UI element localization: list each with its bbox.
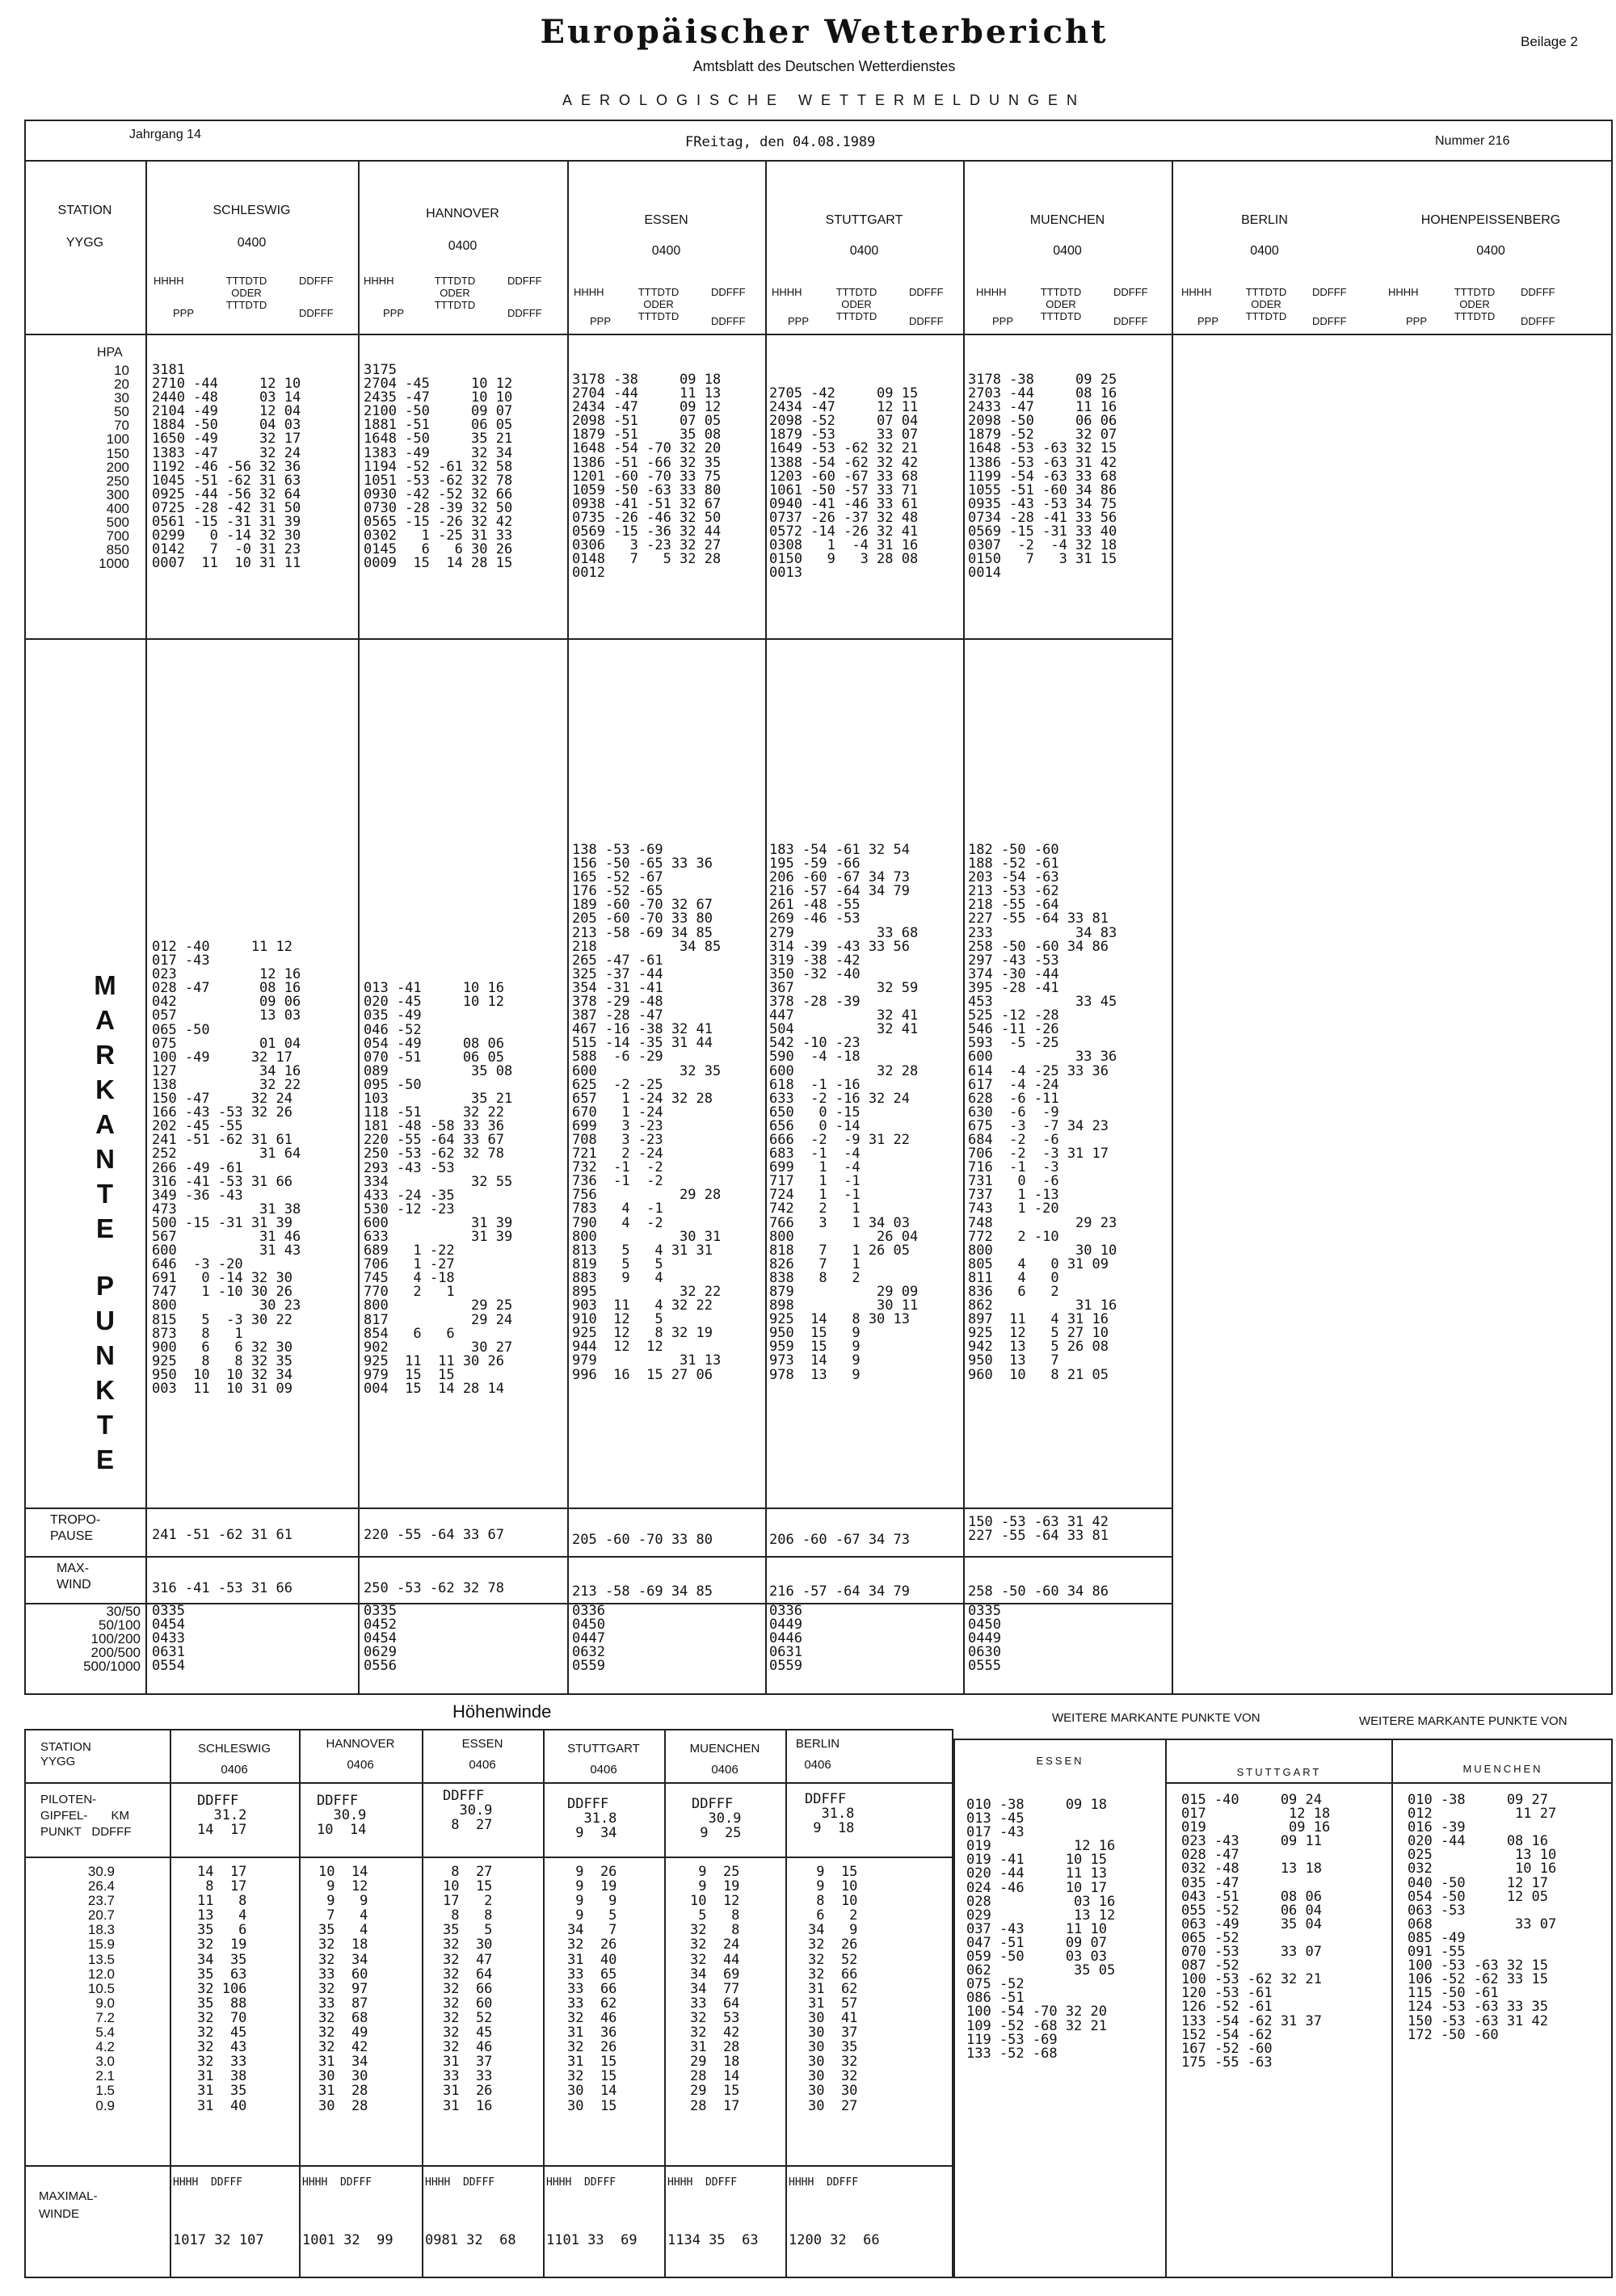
subhead-ddfff: DDFFF <box>1113 286 1148 298</box>
hw-winds-berlin: 9 15 9 10 8 10 6 2 34 9 32 26 32 52 32 66 31 62 31 57 30 41 30 37 30 35 30 32 30 32 30 30 30 27 <box>808 1864 858 2114</box>
max-head: HHHH DDFFF <box>173 2176 243 2189</box>
max-head: HHHH DDFFF <box>789 2176 859 2189</box>
station-time-hohenpeissenberg: 0400 <box>1476 244 1505 258</box>
weitere-stuttgart: 015 -40 09 24 017 12 18 019 09 16 023 -43 09 11 028 -47 032 -48 13 18 035 -47 043 -51 08 06 055 -52 06 04 063 -49 35 04 065 -52 070 -53 33 07 087 -52 100 -53 -62 32 21 120 -53 -61 126 -52 -61 133 -54 -62 31 37 152 -54 -62 167 -52 -60 175 -55 -63 <box>1181 1792 1331 2071</box>
tropo-essen: 205 -60 -70 33 80 <box>572 1532 713 1548</box>
maximalwinde-label: MAXIMAL- WINDE <box>39 2189 98 2221</box>
subhead-ddfff: DDFFF <box>1521 315 1555 327</box>
issue-number: Nummer 216 <box>1435 134 1510 148</box>
hw-time-essen: 0406 <box>469 1758 496 1772</box>
layers-stuttgart: 0336 0449 0446 0631 0559 <box>769 1603 802 1675</box>
subhead-hhhh: HHHH <box>1181 286 1212 298</box>
levels-schleswig: 3181 2710 -44 12 10 2440 -48 03 14 2104 -49 12 04 1884 -50 04 03 1650 -49 32 17 1383 -47 32 24 1192 -46 -56 32 36 1045 -51 -62 31 63 0925 -44 -56 32 64 0725 -28 -42 31 50 0561 -15 -31 31 39 0299 0 -14 32 30 0142 7 -0 31 23 0007 11 10 31 11 <box>152 362 301 572</box>
hw-station-muenchen: MUENCHEN <box>689 1742 760 1756</box>
max-hannover: 1001 32 99 <box>302 2232 393 2248</box>
subhead-hhhh: HHHH <box>364 275 394 287</box>
subhead-hhhh: HHHH <box>976 286 1007 298</box>
hw-time-muenchen: 0406 <box>711 1763 739 1777</box>
tropo-stuttgart: 206 -60 -67 34 73 <box>769 1532 910 1548</box>
station-name-stuttgart: STUTTGART <box>825 213 903 227</box>
station-label: STATION <box>57 204 112 217</box>
maxwind-muenchen: 258 -50 -60 34 86 <box>968 1583 1109 1600</box>
station-name-berlin: BERLIN <box>1241 213 1288 227</box>
station-name-essen: ESSEN <box>644 213 688 227</box>
hw-winds-schleswig: 14 17 8 17 11 8 13 4 35 6 32 19 34 35 35 63 32 106 35 88 32 70 32 45 32 43 32 33 31 38 31 35 31 40 <box>197 1864 247 2114</box>
station-time-hannover: 0400 <box>448 239 478 253</box>
max-schleswig: 1017 32 107 <box>173 2232 264 2248</box>
section-title: AEROLOGISCHE WETTERMELDUNGEN <box>562 92 1087 108</box>
subhead-ttt: TTTDTD ODER TTTDTD <box>1040 286 1082 322</box>
station-time-stuttgart: 0400 <box>849 244 879 258</box>
weitere-title-2: WEITERE MARKANTE PUNKTE VON <box>1359 1714 1568 1728</box>
issue-date: FReitag, den 04.08.1989 <box>685 134 876 150</box>
hw-winds-hannover: 10 14 9 12 9 9 7 4 35 4 32 18 32 34 33 60 32 97 33 87 32 68 32 49 32 42 31 34 30 30 31 28 30 28 <box>318 1864 368 2114</box>
hw-winds-essen: 8 27 10 15 17 2 8 8 35 5 32 30 32 47 32 64 32 66 32 60 32 52 32 45 32 46 31 37 33 33 31 26 31 16 <box>443 1864 493 2114</box>
subhead-ppp: PPP <box>1197 315 1219 327</box>
maxwind-hannover: 250 -53 -62 32 78 <box>364 1580 504 1596</box>
max-essen: 0981 32 68 <box>425 2232 516 2248</box>
subhead-ddfff: DDFFF <box>507 275 542 287</box>
hpa-levels: 10 20 30 50 70 100 150 200 250 300 400 500 700 850 1000 <box>99 363 129 572</box>
subhead-ppp: PPP <box>1406 315 1428 327</box>
subhead-ddfff: DDFFF <box>711 315 746 327</box>
subhead-ddfff: DDFFF <box>711 286 746 298</box>
tropopause-label: TROPO- PAUSE <box>50 1513 101 1543</box>
weitere-essen: 010 -38 09 18 013 -45 017 -43 019 12 16 019 -41 10 15 020 -44 11 13 024 -46 10 17 028 03 16 029 13 12 037 -43 11 10 047 -51 09 07 059 -50 03 03 062 35 05 075 -52 086 -51 100 -54 -70 32 20 109 -52 -68 32 21 119 -53 -69 133 -52 -68 <box>966 1797 1116 2062</box>
weitere-muenchen-title: MUENCHEN <box>1462 1763 1543 1775</box>
hw-station-label: STATION <box>40 1740 91 1754</box>
max-muenchen: 1134 35 63 <box>667 2232 759 2248</box>
gipfel-muenchen: DDFFF 30.9 9 25 <box>692 1796 742 1842</box>
subhead-hhhh: HHHH <box>154 275 184 287</box>
gipfel-hannover: DDFFF 30.9 10 14 <box>317 1793 367 1839</box>
beilage-label: Beilage 2 <box>1521 34 1578 49</box>
levels-hannover: 3175 2704 -45 10 12 2435 -47 10 10 2100 -50 09 07 1881 -51 06 05 1648 -50 35 21 1383 -49 32 34 1194 -52 -61 32 58 1051 -53 -62 32 78 0930 -42 -52 32 66 0730 -28 -39 32 50 0565 -15 -26 32 42 0302 1 -25 31 33 0145 6 6 30 26 0009 15 14 28 15 <box>364 362 513 572</box>
station-name-hannover: HANNOVER <box>426 207 499 221</box>
subhead-ppp: PPP <box>590 315 612 327</box>
markante-essen: 138 -53 -69 156 -50 -65 33 36 165 -52 -67 176 -52 -65 189 -60 -70 32 67 205 -60 -70 33 80 213 -58 -69 34 85 218 34 85 265 -47 -61 325 -37 -44 354 -31 -41 378 -29 -48 387 -28 -47 467 -16 -38 32 41 515 -14 -35 31 44 588 -6 -29 600 32 35 625 -2 -25 657 1 -24 32 28 670 1 -24 699 3 -23 708 3 -23 721 2 -24 732 -1 -2 736 -1 -2 756 29 28 783 4 -1 790 4 -2 800 30 31 813 5 4 31 31 819 5 5 883 9 4 895 32 22 903 11 4 32 22 910 12 5 925 12 8 32 19 944 12 12 979 31 13 996 16 15 27 06 <box>572 842 722 1383</box>
jahrgang: Jahrgang 14 <box>129 128 201 141</box>
tropo-muenchen: 150 -53 -63 31 42 227 -55 -64 33 81 <box>968 1514 1109 1545</box>
subhead-ttt: TTTDTD ODER TTTDTD <box>225 275 267 311</box>
hw-time-schleswig: 0406 <box>221 1763 248 1777</box>
station-time-essen: 0400 <box>651 244 681 258</box>
markante-muenchen: 182 -50 -60 188 -52 -61 203 -54 -63 213 -53 -62 218 -55 -64 227 -55 -64 33 81 233 34 83 258 -50 -60 34 86 297 -43 -53 374 -30 -44 395 -28 -41 453 33 45 525 -12 -28 546 -11 -26 593 -5 -25 600 33 36 614 -4 -25 33 36 617 -4 -24 628 -6 -11 630 -6 -9 675 -3 -7 34 23 684 -2 -6 706 -2 -3 31 17 716 -1 -3 731 0 -6 737 1 -13 743 1 -20 748 29 23 772 2 -10 800 30 10 805 4 0 31 09 811 4 0 836 6 2 862 31 16 897 11 4 31 16 925 12 5 27 10 942 13 5 26 08 950 13 7 960 10 8 21 05 <box>968 842 1117 1383</box>
max-berlin: 1200 32 66 <box>789 2232 880 2248</box>
hw-time-berlin: 0406 <box>804 1758 831 1772</box>
subhead-ddfff: DDFFF <box>909 315 944 327</box>
subhead-ddfff: DDFFF <box>299 275 334 287</box>
piloten-label: PILOTEN- GIPFEL- KM PUNKT DDFFF <box>40 1793 132 1839</box>
hw-yygg-label: YYGG <box>40 1755 76 1768</box>
subhead-ddfff: DDFFF <box>1312 315 1347 327</box>
markante-stuttgart: 183 -54 -61 32 54 195 -59 -66 206 -60 -67 34 73 216 -57 -64 34 79 261 -48 -55 269 -46 -53 279 33 68 314 -39 -43 33 56 319 -38 -42 350 -32 -40 367 32 59 378 -28 -39 447 32 41 504 32 41 542 -10 -23 590 -4 -18 600 32 28 618 -1 -16 633 -2 -16 32 24 650 0 -15 656 0 -14 666 -2 -9 31 22 683 -1 -4 699 1 -4 717 1 -1 724 1 -1 742 2 1 766 3 1 34 03 800 26 04 818 7 1 26 05 826 7 1 838 8 2 879 29 09 898 30 11 925 14 8 30 13 950 15 9 959 15 9 973 14 9 978 13 9 <box>769 842 919 1383</box>
station-time-berlin: 0400 <box>1250 244 1279 258</box>
yygg-label: YYGG <box>65 236 104 250</box>
hw-station-essen: ESSEN <box>461 1737 503 1751</box>
subhead-ddfff: DDFFF <box>1312 286 1347 298</box>
hw-time-hannover: 0406 <box>347 1758 374 1772</box>
levels-muenchen: 3178 -38 09 25 2703 -44 08 16 2433 -47 11 16 2098 -50 06 06 1879 -52 32 07 1648 -53 -63 32 15 1386 -53 -63 31 42 1199 -54 -63 33 68 1055 -51 -60 34 86 0935 -43 -53 34 75 0734 -28 -41 33 56 0569 -15 -31 33 40 0307 -2 -4 32 18 0150 7 3 31 15 0014 <box>968 372 1117 582</box>
levels-stuttgart: 2705 -42 09 15 2434 -47 12 11 2098 -52 07 04 1879 -53 33 07 1649 -53 -62 32 21 1388 -54 -62 32 42 1203 -60 -67 33 68 1061 -50 -57 33 71 0940 -41 -46 33 61 0737 -26 -37 32 48 0572 -14 -26 32 41 0308 1 -4 31 16 0150 9 3 28 08 0013 <box>769 385 919 582</box>
hpa-label: HPA <box>97 346 123 360</box>
subhead-ddfff: DDFFF <box>1521 286 1555 298</box>
subhead-ppp: PPP <box>788 315 810 327</box>
maxwind-label: MAX- WIND <box>57 1562 91 1592</box>
subhead-ttt: TTTDTD ODER TTTDTD <box>835 286 877 322</box>
layers-schleswig: 0335 0454 0433 0631 0554 <box>152 1603 185 1675</box>
hw-winds-muenchen: 9 25 9 19 10 12 5 8 32 8 32 24 32 44 34 69 34 77 33 64 32 53 32 42 31 28 29 18 28 14 29 15 28 17 <box>690 1864 740 2114</box>
subhead-hhhh: HHHH <box>574 286 604 298</box>
subhead-ddfff: DDFFF <box>909 286 944 298</box>
gipfel-berlin: DDFFF 31.8 9 18 <box>805 1791 855 1837</box>
tropo-hannover: 220 -55 -64 33 67 <box>364 1527 504 1543</box>
subhead-ppp: PPP <box>992 315 1014 327</box>
max-head: HHHH DDFFF <box>546 2176 617 2189</box>
station-name-muenchen: MUENCHEN <box>1029 213 1105 227</box>
markante-hannover: 013 -41 10 16 020 -45 10 12 035 -49 046 -52 054 -49 08 06 070 -51 06 05 089 35 08 095 -50 103 35 21 118 -51 32 22 181 -48 -58 33 36 220 -55 -64 33 67 250 -53 -62 32 78 293 -43 -53 334 32 55 433 -24 -35 530 -12 -23 600 31 39 633 31 39 689 1 -22 706 1 -27 745 4 -18 770 2 1 800 29 25 817 29 24 854 6 6 902 30 27 925 11 11 30 26 979 15 15 004 15 14 28 14 <box>364 980 513 1397</box>
punkte-label: P U N K T E <box>95 1271 115 1474</box>
hw-station-schleswig: SCHLESWIG <box>197 1742 271 1756</box>
maxwind-schleswig: 316 -41 -53 31 66 <box>152 1580 292 1596</box>
maxwind-stuttgart: 216 -57 -64 34 79 <box>769 1583 910 1600</box>
gipfel-schleswig: DDFFF 31.2 14 17 <box>197 1793 247 1839</box>
levels-essen: 3178 -38 09 18 2704 -44 11 13 2434 -47 09 12 2098 -51 07 05 1879 -51 35 08 1648 -54 -70 32 20 1386 -51 -66 32 35 1201 -60 -70 33 75 1059 -50 -63 33 80 0938 -41 -51 32 67 0735 -26 -46 32 50 0569 -15 -36 32 44 0306 3 -23 32 27 0148 7 5 32 28 0012 <box>572 372 722 582</box>
weitere-title-1: WEITERE MARKANTE PUNKTE VON <box>1052 1711 1260 1725</box>
gipfel-essen: DDFFF 30.9 8 27 <box>443 1788 493 1834</box>
maxwind-essen: 213 -58 -69 34 85 <box>572 1583 713 1600</box>
weitere-muenchen: 010 -38 09 27 012 11 27 016 -39 020 -44 08 16 025 13 10 032 10 16 040 -50 12 17 054 -50 12 05 063 -53 068 33 07 085 -49 091 -55 100 -53 -63 32 15 106 -52 -62 33 15 115 -50 -61 124 -53 -63 33 35 150 -53 -63 31 42 172 -50 -60 <box>1408 1792 1557 2043</box>
tropo-schleswig: 241 -51 -62 31 61 <box>152 1527 292 1543</box>
station-time-muenchen: 0400 <box>1053 244 1082 258</box>
hw-station-hannover: HANNOVER <box>326 1737 395 1751</box>
subhead-ttt: TTTDTD ODER TTTDTD <box>638 286 680 322</box>
subhead-ddfff: DDFFF <box>299 307 334 319</box>
max-stuttgart: 1101 33 69 <box>546 2232 638 2248</box>
layer-labels: 30/50 50/100 100/200 200/500 500/1000 <box>83 1604 141 1675</box>
subhead-hhhh: HHHH <box>772 286 802 298</box>
hw-heights: 30.9 26.4 23.7 20.7 18.3 15.9 13.5 12.0 10.5 9.0 7.2 5.4 4.2 3.0 2.1 1.5 0.9 <box>87 1864 115 2113</box>
hw-time-stuttgart: 0406 <box>590 1763 617 1777</box>
subhead-ttt: TTTDTD ODER TTTDTD <box>434 275 476 311</box>
max-head: HHHH DDFFF <box>667 2176 738 2189</box>
station-name-schleswig: SCHLESWIG <box>213 204 291 217</box>
subhead-ttt: TTTDTD ODER TTTDTD <box>1454 286 1496 322</box>
subhead-ppp: PPP <box>173 307 195 319</box>
subhead-ddfff: DDFFF <box>507 307 542 319</box>
layers-muenchen: 0335 0450 0449 0630 0555 <box>968 1603 1001 1675</box>
gipfel-stuttgart: DDFFF 31.8 9 34 <box>567 1796 617 1842</box>
weitere-stuttgart-title: STUTTGART <box>1236 1766 1322 1778</box>
markante-schleswig: 012 -40 11 12 017 -43 023 12 16 028 -47 08 16 042 09 06 057 13 03 065 -50 075 01 04 100 -49 32 17 127 34 16 138 32 22 150 -47 32 24 166 -43 -53 32 26 202 -45 -55 241 -51 -62 31 61 252 31 64 266 -49 -61 316 -41 -53 31 66 349 -36 -43 473 31 38 500 -15 -31 31 39 567 31 46 600 31 43 646 -3 -20 691 0 -14 32 30 747 1 -10 30 26 800 30 23 815 5 -3 30 22 873 8 1 900 6 6 32 30 925 8 8 32 35 950 10 10 32 34 003 11 10 31 09 <box>152 939 301 1397</box>
layers-essen: 0336 0450 0447 0632 0559 <box>572 1603 605 1675</box>
hw-station-stuttgart: STUTTGART <box>567 1742 640 1756</box>
layers-hannover: 0335 0452 0454 0629 0556 <box>364 1603 397 1675</box>
subhead-ttt: TTTDTD ODER TTTDTD <box>1245 286 1287 322</box>
hw-station-berlin: BERLIN <box>795 1737 840 1751</box>
station-name-hohenpeissenberg: HOHENPEISSENBERG <box>1420 213 1561 227</box>
max-head: HHHH DDFFF <box>425 2176 495 2189</box>
subhead-ddfff: DDFFF <box>1113 315 1148 327</box>
subhead-hhhh: HHHH <box>1388 286 1419 298</box>
weitere-essen-title: ESSEN <box>1036 1755 1084 1767</box>
page-subtitle: Amtsblatt des Deutschen Wetterdienstes <box>692 58 956 74</box>
hoehenwinde-title: Höhenwinde <box>452 1701 552 1722</box>
max-head: HHHH DDFFF <box>302 2176 372 2189</box>
markante-label: M A R K A N T E <box>94 970 116 1243</box>
hw-winds-stuttgart: 9 26 9 19 9 9 9 5 34 7 32 26 31 40 33 65 33 66 33 62 32 46 31 36 32 26 31 15 32 15 30 14 30 15 <box>567 1864 617 2114</box>
subhead-ppp: PPP <box>383 307 405 319</box>
station-time-schleswig: 0400 <box>237 236 267 250</box>
page-title: Europäischer Wetterbericht <box>540 13 1109 51</box>
